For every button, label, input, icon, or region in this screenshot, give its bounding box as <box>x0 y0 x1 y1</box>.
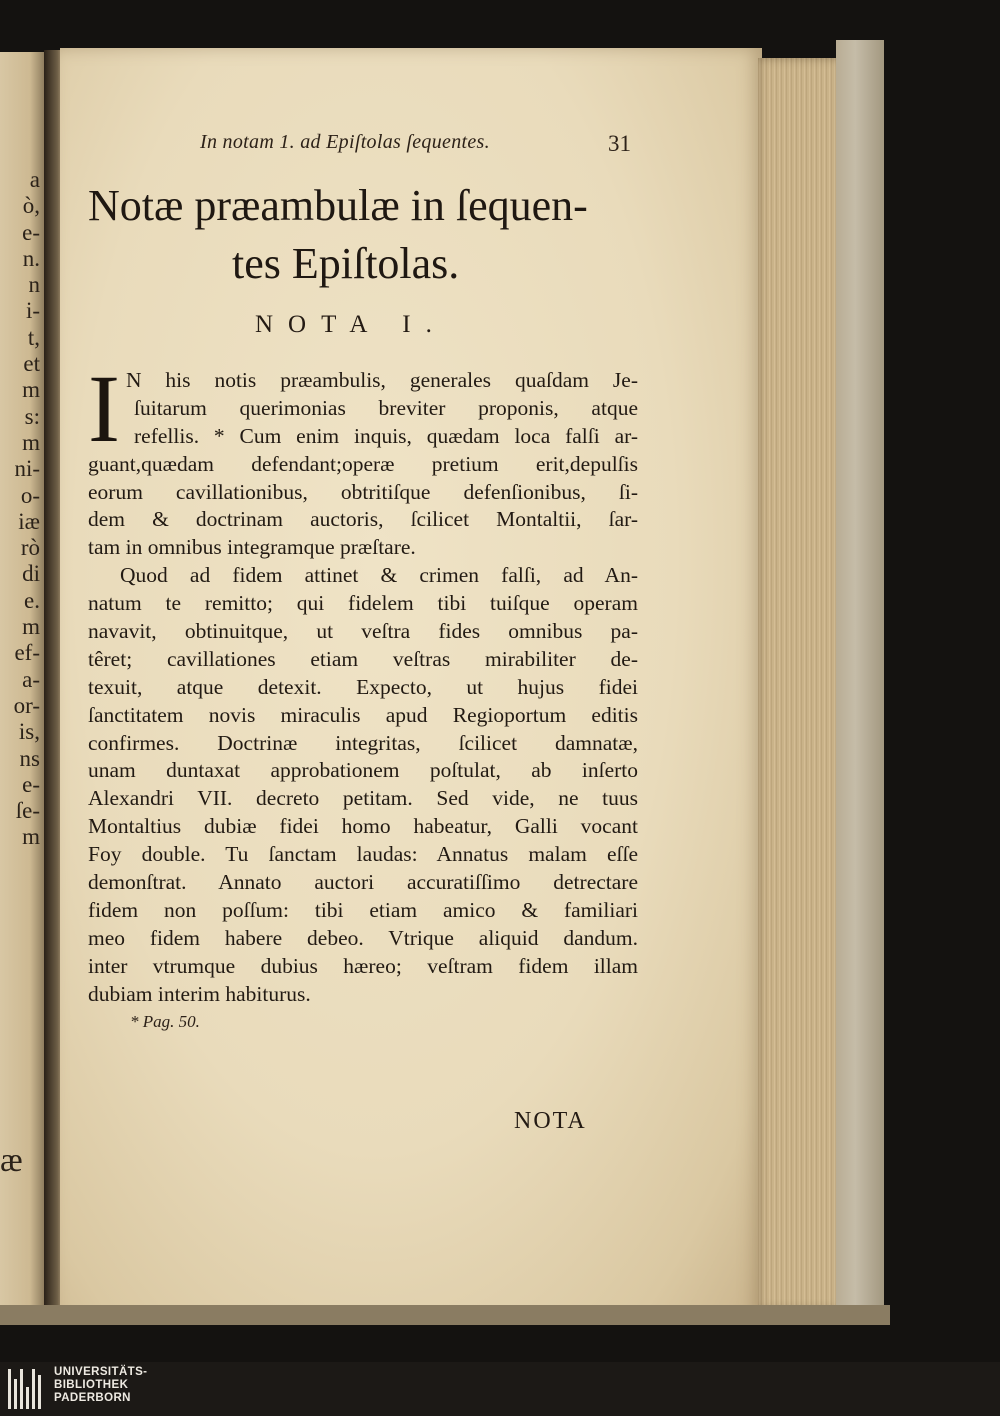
left-page-fragment: o- <box>20 482 40 508</box>
body-text <box>88 355 638 1008</box>
text-line: confirmes. Doctrinæ integritas, ſcilicet damnatæ, <box>88 730 638 755</box>
library-name-line: PADERBORN <box>54 1392 131 1404</box>
left-page-fragment: ſe- <box>15 798 40 824</box>
left-page-fragment: rò <box>20 535 40 561</box>
logo-bar <box>32 1369 35 1409</box>
logo-bar <box>14 1379 17 1409</box>
left-page-fragment: m <box>22 429 40 455</box>
text-line: natum te remitto; qui fidelem tibi tuiſque operam <box>88 591 638 616</box>
left-page-fragment: di <box>22 561 40 587</box>
left-page-fragment: e- <box>22 771 40 797</box>
logo-bar <box>26 1387 29 1409</box>
footnote: * Pag. 50. <box>130 1012 200 1031</box>
text-line: Montaltius dubiæ fidei homo habeatur, Galli vocant <box>88 814 638 839</box>
left-page-text-fragments <box>0 167 48 851</box>
text-line: meo fidem habere debeo. Vtrique aliquid dandum. <box>88 925 638 950</box>
logo-bar <box>20 1369 23 1409</box>
cover-bottom-edge <box>0 1305 890 1325</box>
text-line: dem & doctrinam auctoris, ſcilicet Montaltii, ſar- <box>88 507 638 532</box>
library-name-line: BIBLIOTHEK <box>54 1379 129 1391</box>
left-page-fragment: ò, <box>22 193 40 219</box>
cover-board <box>836 40 884 1325</box>
body-lines <box>88 451 638 1009</box>
text-line: Quod ad fidem attinet & crimen falſi, ad An- <box>120 563 638 588</box>
text-line: dubiam interim habiturus. <box>88 981 311 1006</box>
running-head: In notam 1. ad Epiſtolas ſequentes. <box>200 131 490 153</box>
text-line: demonſtrat. Annato auctori accuratiſſimo detrectare <box>88 870 638 895</box>
text-line: têret; cavillationes etiam veſtras mirabiliter de- <box>88 646 638 671</box>
section-title-line-1: Notæ præambulæ in ſequen- <box>88 181 588 230</box>
text-line: N his notis præambulis, generales quaſdam Je- <box>125 368 638 392</box>
left-page-fragment: i- <box>25 298 40 324</box>
left-page-fragment: m <box>22 824 40 850</box>
text-line: navavit, obtinuitque, ut veſtra fides omnibus pa- <box>88 619 638 644</box>
drop-cap-paragraph <box>88 355 638 462</box>
library-logo-icon <box>8 1369 48 1409</box>
drop-cap: I <box>88 355 120 462</box>
left-page-fragment: iæ <box>18 508 40 534</box>
left-page-edge <box>0 52 50 1312</box>
logo-bar <box>8 1369 11 1409</box>
catchword: NOTA <box>514 1108 587 1134</box>
text-line: inter vtrumque dubius hæreo; veſtram fidem illam <box>88 953 638 978</box>
left-page-fragment: n. <box>22 245 40 271</box>
text-line: refellis. * Cum enim inquis, quædam loca falſi ar- <box>134 423 638 448</box>
page-block-edges <box>758 58 842 1310</box>
library-footer <box>0 1362 1000 1416</box>
left-page-fragment: t, <box>27 324 40 350</box>
text-line: eorum cavillationibus, obtritiſque defenſionibus, ſi- <box>88 479 638 504</box>
left-page-fragment: a- <box>22 666 40 692</box>
left-page-fragment: m <box>22 377 40 403</box>
text-line: Foy double. Tu ſanctam laudas: Annatus malam eſſe <box>88 842 638 867</box>
page-number: 31 <box>608 131 631 156</box>
left-page-fragment: e. <box>24 587 40 613</box>
left-page-fragment: ns <box>19 745 40 771</box>
text-line: guant,quædam defendant;operæ pretium erit,depulſis <box>88 451 638 476</box>
left-page-fragment: n <box>28 272 40 298</box>
text-line: Alexandri VII. decreto petitam. Sed vide, ne tuus <box>88 786 638 811</box>
text-line: fidem non poſſum: tibi etiam amico & familiari <box>88 897 638 922</box>
library-name <box>54 1366 147 1405</box>
text-line: ſanctitatem novis miraculis apud Regioportum editis <box>88 702 638 727</box>
text-line: unam duntaxat approbationem poſtulat, ab inſerto <box>88 758 638 783</box>
left-page-fragment: ni- <box>14 456 40 482</box>
text-line: texuit, atque detexit. Expecto, ut hujus fidei <box>88 674 638 699</box>
left-page-fragment: a <box>29 167 40 192</box>
logo-bar <box>38 1375 41 1409</box>
left-page-fragment: et <box>23 351 40 377</box>
left-page-fragment: m <box>22 614 40 640</box>
left-page-fragment: s: <box>24 403 40 429</box>
left-page-ligature: æ <box>0 1142 23 1179</box>
text-line: ſuitarum querimonias breviter proponis, atque <box>134 395 638 420</box>
left-page-fragment: is, <box>18 719 40 745</box>
text-line: tam in omnibus integramque præſtare. <box>88 535 416 560</box>
section-title-line-2: tes Epiſtolas. <box>232 239 460 288</box>
left-page-fragment: ef- <box>14 640 40 666</box>
subheading: NOTA I. <box>255 311 447 338</box>
left-page-fragment: or- <box>13 692 40 718</box>
library-name-line: UNIVERSITÄTS- <box>54 1366 148 1378</box>
left-page-fragment: e- <box>22 219 40 245</box>
